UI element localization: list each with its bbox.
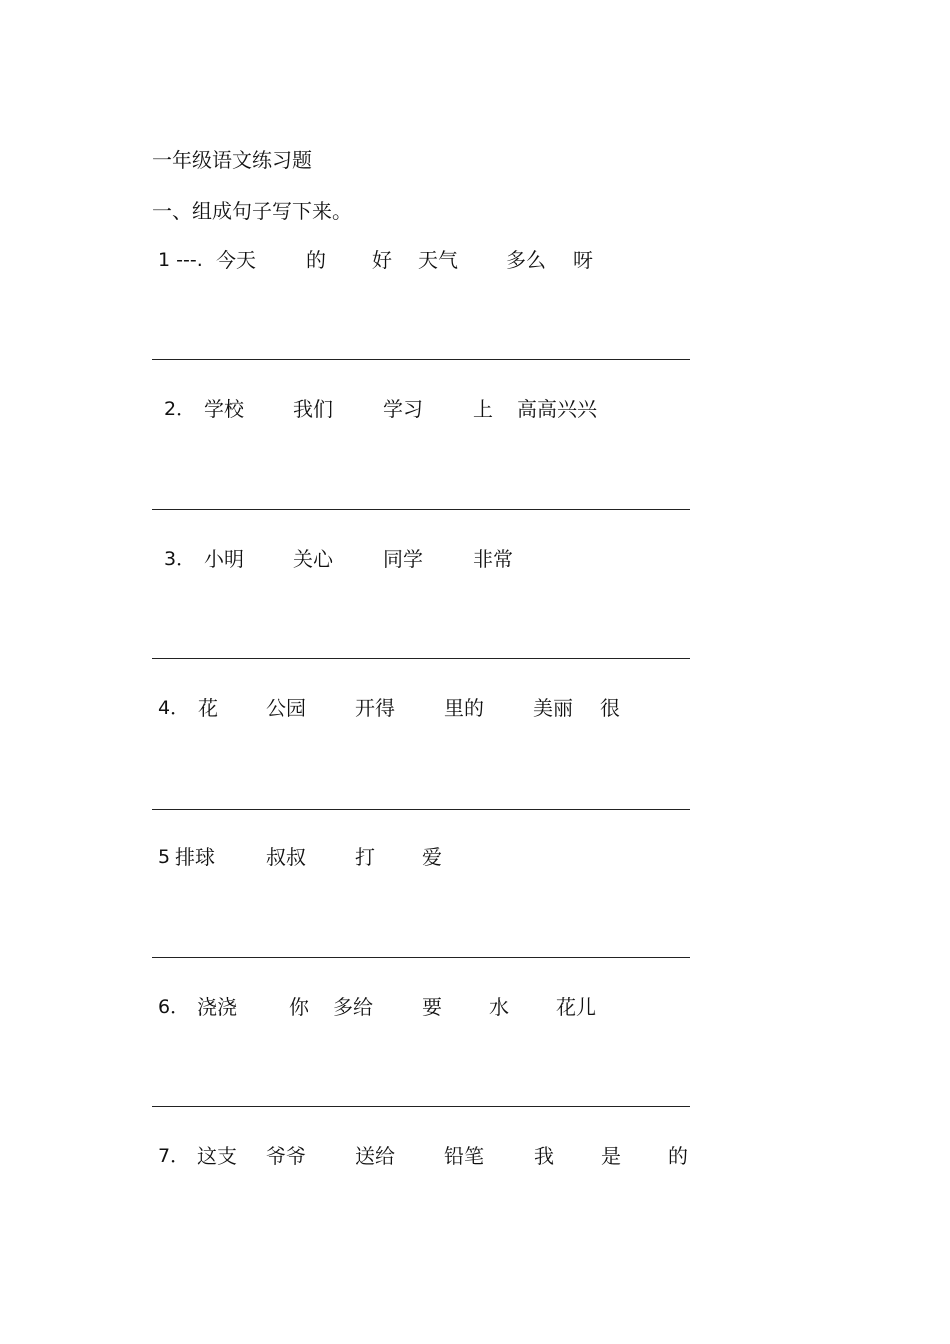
word-tile: 送给 xyxy=(355,1144,395,1168)
word-tile: 是 xyxy=(601,1144,621,1168)
word-tile: 爷爷 xyxy=(266,1144,306,1168)
question-2 xyxy=(156,395,696,423)
word-tile: 美丽 xyxy=(533,696,573,720)
word-tile: 排球 xyxy=(175,845,215,869)
question-number: 1 ---. xyxy=(158,249,203,271)
question-5 xyxy=(156,843,696,871)
word-tile: 这支 xyxy=(197,1144,237,1168)
word-tile: 我 xyxy=(534,1144,554,1168)
section-heading: 一、组成句子写下来。 xyxy=(152,199,352,223)
answer-line[interactable] xyxy=(152,509,690,510)
answer-line[interactable] xyxy=(152,658,690,659)
word-tile: 开得 xyxy=(355,696,395,720)
word-tile: 上 xyxy=(473,397,493,421)
word-tile: 的 xyxy=(306,248,326,272)
word-tile: 学习 xyxy=(383,397,423,421)
word-tile: 浇浇 xyxy=(197,995,237,1019)
question-number: 3． xyxy=(164,548,196,570)
word-tile: 呀 xyxy=(573,248,593,272)
word-tile: 我们 xyxy=(293,397,333,421)
word-tile: 好 xyxy=(372,248,392,272)
word-tile: 小明 xyxy=(204,547,244,571)
word-tile: 多给 xyxy=(333,995,373,1019)
page-title: 一年级语文练习题 xyxy=(152,148,312,172)
answer-line[interactable] xyxy=(152,359,690,360)
word-tile: 里的 xyxy=(444,696,484,720)
word-tile: 铅笔 xyxy=(444,1144,484,1168)
word-tile: 花儿 xyxy=(556,995,596,1019)
word-tile: 同学 xyxy=(383,547,423,571)
word-tile: 你 xyxy=(289,995,309,1019)
word-tile: 要 xyxy=(422,995,442,1019)
word-tile: 今天 xyxy=(216,248,256,272)
word-tile: 多么 xyxy=(506,248,546,272)
question-number: 4． xyxy=(158,697,190,719)
word-tile: 的 xyxy=(668,1144,688,1168)
word-tile: 公园 xyxy=(266,696,306,720)
word-tile: 花 xyxy=(198,696,218,720)
question-number: 2． xyxy=(164,398,196,420)
question-3 xyxy=(156,545,696,573)
word-tile: 打 xyxy=(355,845,375,869)
question-1 xyxy=(156,246,696,274)
question-number: 6． xyxy=(158,996,190,1018)
word-tile: 爱 xyxy=(422,845,442,869)
answer-line[interactable] xyxy=(152,809,690,810)
word-tile: 水 xyxy=(489,995,509,1019)
question-number: 7． xyxy=(158,1145,190,1167)
word-tile: 很 xyxy=(600,696,620,720)
word-tile: 天气 xyxy=(418,248,458,272)
question-6 xyxy=(156,993,696,1021)
word-tile: 非常 xyxy=(473,547,513,571)
word-tile: 高高兴兴 xyxy=(517,397,597,421)
question-number: 5 xyxy=(158,846,171,868)
question-7 xyxy=(156,1142,696,1170)
word-tile: 叔叔 xyxy=(266,845,306,869)
word-tile: 关心 xyxy=(293,547,333,571)
word-tile: 学校 xyxy=(204,397,244,421)
answer-line[interactable] xyxy=(152,957,690,958)
question-4 xyxy=(156,694,696,722)
answer-line[interactable] xyxy=(152,1106,690,1107)
